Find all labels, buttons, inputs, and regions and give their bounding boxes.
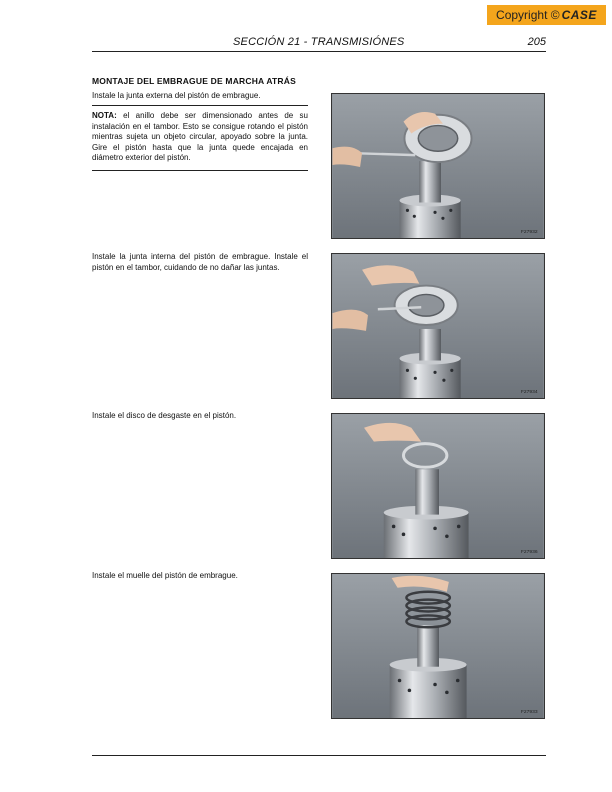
brand-logo: CASE <box>561 8 597 22</box>
note-label: NOTA: <box>92 111 117 120</box>
note-text: el anillo debe ser dimensionado antes de su instalación en el tambor. Esto se consigue rotando el pistón mientras sujeta un objeto circular, apoyado sobre la junta. Gire el pistón hasta que la junta quede encajada en diámetro exterior del pistón. <box>92 111 308 162</box>
step-3-text: Instale el disco de desgaste en el pistón. <box>92 411 237 420</box>
figure-1-label: F27932 <box>520 230 538 236</box>
step-4-text: Instale el muelle del pistón de embrague. <box>92 571 238 580</box>
copyright-badge <box>487 5 606 25</box>
copyright-text: Copyright © <box>496 8 560 22</box>
step-2-text: Instale la junta interna del pistón de embrague. Instale el pistón en el tambor, cuidando de no dañar las juntas. <box>92 252 308 272</box>
note-paragraph <box>92 111 308 164</box>
figure-4-photo <box>331 573 545 719</box>
figure-2-label: F27934 <box>520 390 538 396</box>
header-rule <box>92 51 546 52</box>
page-number: 205 <box>527 36 546 48</box>
figure-3-illustration <box>332 414 544 558</box>
figure-4-label: F27933 <box>520 710 538 716</box>
figure-1-illustration <box>332 94 544 238</box>
figure-2-photo <box>331 253 545 399</box>
figure-2-illustration <box>332 254 544 398</box>
note-box <box>92 105 308 171</box>
figure-1-photo <box>331 93 545 239</box>
footer-rule <box>92 755 546 756</box>
step-1-text: Instale la junta externa del pistón de embrague. <box>92 91 261 100</box>
figure-4-illustration <box>332 574 544 718</box>
figure-3-label: F27936 <box>520 550 538 556</box>
section-heading: MONTAJE DEL EMBRAGUE DE MARCHA ATRÁS <box>92 76 296 86</box>
page-header-title: SECCIÓN 21 - TRANSMISIÓNES <box>233 36 405 48</box>
figure-3-photo <box>331 413 545 559</box>
